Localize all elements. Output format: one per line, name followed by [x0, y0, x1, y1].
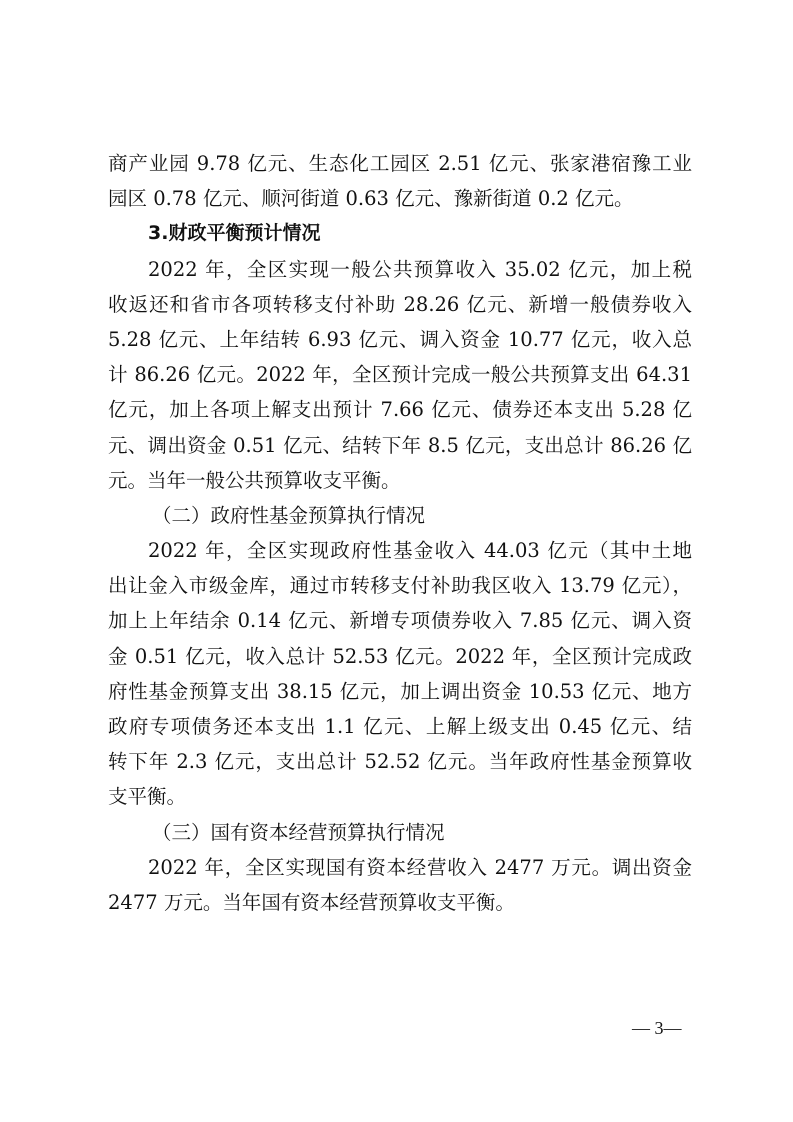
section-heading: （二）政府性基金预算执行情况 — [152, 503, 426, 527]
paragraph-line: 2022 年，全区实现一般公共预算收入 35.02 亿元，加上税 — [148, 257, 692, 281]
paragraph-line: 金 0.51 亿元，收入总计 52.53 亿元。2022 年，全区预计完成政 — [108, 644, 692, 668]
paragraph-line: 元。当年一般公共预算收支平衡。 — [108, 468, 401, 492]
paragraph-line: 商产业园 9.78 亿元、生态化工园区 2.51 亿元、张家港宿豫工业 — [108, 152, 692, 175]
paragraph-line: 政府专项债务还本支出 1.1 亿元、上解上级支出 0.45 亿元、结 — [108, 715, 692, 738]
paragraph-line: 府性基金预算支出 38.15 亿元，加上调出资金 10.53 亿元、地方 — [108, 679, 692, 703]
document-body — [108, 146, 692, 920]
paragraph-line: 园区 0.78 亿元、顺河街道 0.63 亿元、豫新街道 0.2 亿元。 — [108, 187, 634, 211]
paragraph-line: 计 86.26 亿元。2022 年，全区预计完成一般公共预算支出 64.31 — [108, 363, 692, 387]
paragraph-line: 2022 年，全区实现国有资本经营收入 2477 万元。调出资金 — [148, 855, 692, 879]
paragraph-line: 2477 万元。当年国有资本经营预算收支平衡。 — [108, 890, 515, 914]
paragraph-line: 出让金入市级金库，通过市转移支付补助我区收入 13.79 亿元）， — [108, 574, 692, 598]
paragraph-line: 收返还和省市各项转移支付补助 28.26 亿元、新增一般债券收入 — [108, 292, 692, 316]
paragraph-line: 转下年 2.3 亿元，支出总计 52.52 亿元。当年政府性基金预算收 — [108, 750, 692, 774]
paragraph-line: 加上上年结余 0.14 亿元、新增专项债券收入 7.85 亿元、调入资 — [108, 609, 692, 633]
paragraph-line: 亿元，加上各项上解支出预计 7.66 亿元、债券还本支出 5.28 亿 — [108, 398, 692, 422]
section-heading: （三）国有资本经营预算执行情况 — [152, 820, 445, 844]
subsection-heading: 3.财政平衡预计情况 — [148, 222, 321, 245]
paragraph-line: 元、调出资金 0.51 亿元、结转下年 8.5 亿元，支出总计 86.26 亿 — [108, 433, 692, 457]
paragraph-line: 5.28 亿元、上年结转 6.93 亿元、调入资金 10.77 亿元，收入总 — [108, 327, 692, 351]
paragraph-line: 支平衡。 — [108, 785, 187, 809]
page-number: — 3— — [632, 1018, 682, 1038]
paragraph-line: 2022 年，全区实现政府性基金收入 44.03 亿元（其中土地 — [148, 539, 692, 563]
